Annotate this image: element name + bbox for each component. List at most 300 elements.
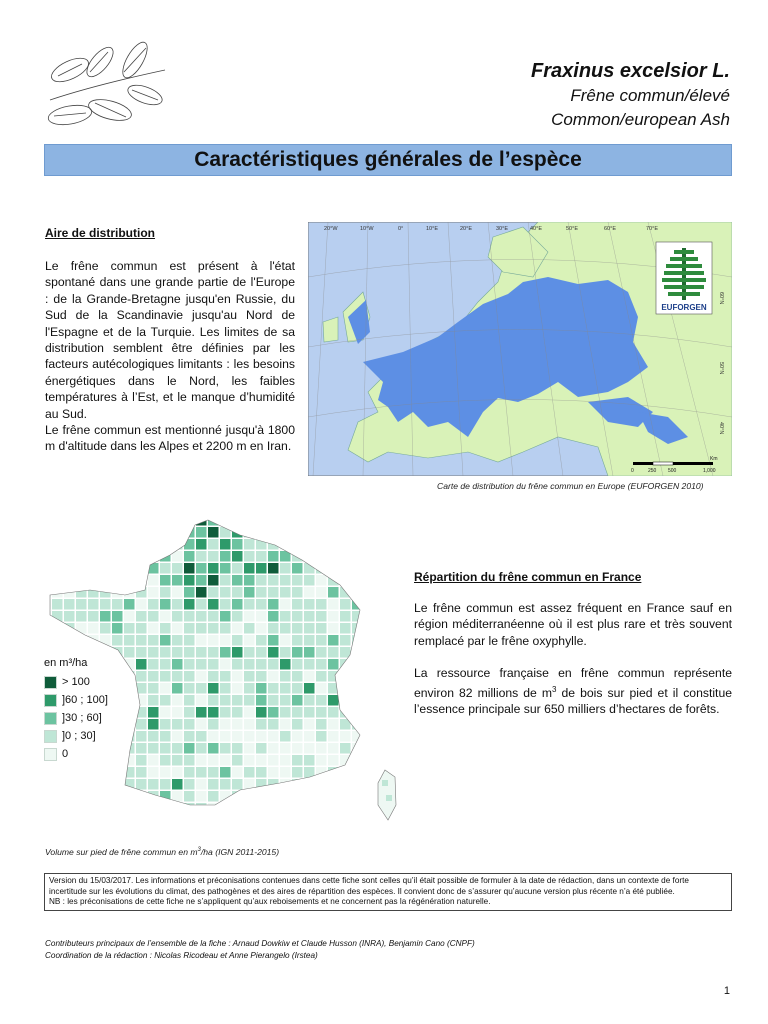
map-grid-cell (112, 575, 123, 586)
lat-label: 50°N (718, 362, 724, 375)
map-grid-cell (160, 659, 171, 670)
latin-name: Fraxinus excelsior L. (531, 60, 730, 82)
map-grid-cell (316, 719, 327, 730)
map-grid-cell (124, 743, 135, 754)
species-title-block (531, 58, 730, 132)
map-grid-cell (76, 551, 87, 562)
map-grid-cell (340, 731, 351, 742)
map-grid-cell (220, 647, 231, 658)
map-grid-cell (256, 527, 267, 538)
map-grid-cell (196, 659, 207, 670)
logo-text: EUFORGEN (661, 303, 707, 312)
page-number: 1 (723, 985, 730, 997)
map-grid-cell (316, 611, 327, 622)
map-grid-cell (232, 803, 243, 814)
map-grid-cell (76, 623, 87, 634)
map-grid-cell (208, 575, 219, 586)
map-grid-cell (268, 575, 279, 586)
map-grid-cell (64, 563, 75, 574)
map-grid-cell (292, 611, 303, 622)
map-grid-cell (244, 659, 255, 670)
distribution-paragraph-1: Le frêne commun est présent à l'état spontané dans une grande partie de l'Europe : de la Grande-Bretagne jusqu'en Russie, du Sud de la Scandinavie jusqu'au Nord de l'Espagne et de la Turquie. Les limites de sa distribution semblent être définies par les facteurs autécologiques limitants : les besoins énergétiques dans le Nord, les faibles températures à l’Est, et le manque d’humidité au Sud. (45, 259, 295, 421)
map-grid-cell (256, 551, 267, 562)
map-grid-cell (148, 731, 159, 742)
legend-label: 0 (62, 748, 69, 760)
map-grid-cell (292, 803, 303, 814)
map-grid-cell (196, 767, 207, 778)
map-grid-cell (124, 803, 135, 814)
map-grid-cell (256, 755, 267, 766)
map-grid-cell (268, 695, 279, 706)
map-grid-cell (148, 635, 159, 646)
map-grid-cell (328, 803, 339, 814)
map-grid-cell (304, 635, 315, 646)
map-grid-cell (88, 779, 99, 790)
map-grid-cell (256, 623, 267, 634)
map-grid-cell (304, 515, 315, 526)
map-grid-cell (364, 599, 375, 610)
map-grid-cell (184, 563, 195, 574)
map-grid-cell (40, 623, 51, 634)
disclaimer-note: NB : les préconisations de cette fiche ne s’appliquent qu’aux reboisements et ne concernent pas la régénération naturelle. (49, 897, 491, 907)
map-grid-cell (208, 779, 219, 790)
map-grid-cell (364, 755, 375, 766)
map-grid-cell (100, 551, 111, 562)
map-grid-cell (172, 707, 183, 718)
map-grid-cell (148, 575, 159, 586)
map-grid-cell (292, 659, 303, 670)
map-grid-cell (148, 755, 159, 766)
map-grid-cell (208, 707, 219, 718)
map-grid-cell (136, 671, 147, 682)
map-grid-cell (112, 707, 123, 718)
legend-item (44, 709, 108, 727)
map-grid-cell (220, 767, 231, 778)
map-grid-cell (124, 611, 135, 622)
map-grid-cell (280, 779, 291, 790)
map-grid-cell (64, 551, 75, 562)
map-grid-cell (52, 539, 63, 550)
map-grid-cell (256, 515, 267, 526)
map-grid-cell (328, 515, 339, 526)
map-grid-cell (136, 719, 147, 730)
map-grid-cell (208, 635, 219, 646)
map-grid-cell (232, 731, 243, 742)
map-grid-cell (232, 671, 243, 682)
map-grid-cell (364, 575, 375, 586)
map-grid-cell (100, 779, 111, 790)
map-grid-cell (208, 563, 219, 574)
map-grid-cell (364, 623, 375, 634)
map-grid-cell (124, 623, 135, 634)
map-grid-cell (256, 563, 267, 574)
map-grid-cell (220, 551, 231, 562)
map-grid-cell (112, 743, 123, 754)
map-grid-cell (76, 647, 87, 658)
map-grid-cell (76, 539, 87, 550)
map-grid-cell (112, 719, 123, 730)
map-grid-cell (100, 791, 111, 802)
map-grid-cell (148, 659, 159, 670)
map-grid-cell (196, 611, 207, 622)
map-grid-cell (352, 527, 363, 538)
map-grid-cell (340, 671, 351, 682)
map-grid-cell (328, 623, 339, 634)
map-grid-cell (124, 527, 135, 538)
map-grid-cell (364, 683, 375, 694)
map-grid-cell (136, 767, 147, 778)
map-grid-cell (76, 563, 87, 574)
map-grid-cell (76, 635, 87, 646)
map-grid-cell (136, 527, 147, 538)
map-grid-cell (352, 683, 363, 694)
map-grid-cell (88, 551, 99, 562)
map-grid-cell (304, 587, 315, 598)
legend-swatch (44, 730, 57, 743)
map-grid-cell (280, 707, 291, 718)
map-grid-cell (160, 767, 171, 778)
paragraph-text: de bois sur pied et il constitue l’essence principale sur 650 milliers d’hectares de forêts. (414, 685, 732, 717)
map-grid-cell (268, 527, 279, 538)
map-grid-cell (328, 551, 339, 562)
legend-label: ]60 ; 100] (62, 694, 108, 706)
map-grid-cell (304, 539, 315, 550)
scale-label: 1,000 (703, 468, 716, 474)
france-paragraph-1: Le frêne commun est assez fréquent en France sauf en région méditerranéenne où il est plus rare et très souvent remplacé par le frêne oxyphylle. (414, 601, 732, 648)
map-grid-cell (40, 563, 51, 574)
map-grid-cell (364, 731, 375, 742)
map-grid-cell (340, 647, 351, 658)
map-grid-cell (244, 623, 255, 634)
map-grid-cell (292, 731, 303, 742)
map-grid-cell (136, 695, 147, 706)
map-grid-cell (124, 767, 135, 778)
map-grid-cell (340, 635, 351, 646)
map-grid-cell (124, 671, 135, 682)
map-grid-cell (160, 647, 171, 658)
map-grid-cell (340, 695, 351, 706)
map-grid-cell (172, 563, 183, 574)
map-grid-cell (316, 551, 327, 562)
map-grid-cell (88, 515, 99, 526)
map-grid-cell (268, 659, 279, 670)
map-grid-cell (136, 563, 147, 574)
map-grid-cell (232, 647, 243, 658)
map-grid-cell (232, 755, 243, 766)
map-grid-cell (196, 623, 207, 634)
legend-swatch (44, 748, 57, 761)
map-grid-cell (232, 551, 243, 562)
map-grid-cell (292, 743, 303, 754)
map-grid-cell (280, 671, 291, 682)
map-grid-cell (232, 587, 243, 598)
map-grid-cell (124, 575, 135, 586)
map-grid-cell (88, 611, 99, 622)
map-grid-cell (64, 539, 75, 550)
caption-text: /ha (IGN 2011-2015) (200, 847, 280, 857)
map-grid-cell (256, 767, 267, 778)
map-grid-cell (340, 659, 351, 670)
map-grid-cell (172, 647, 183, 658)
map-grid-cell (100, 599, 111, 610)
lon-label: 30°E (496, 226, 508, 232)
map-grid-cell (232, 563, 243, 574)
map-grid-cell (304, 755, 315, 766)
map-grid-cell (340, 551, 351, 562)
map-grid-cell (148, 803, 159, 814)
distribution-heading: Aire de distribution (45, 226, 156, 240)
lon-label: 10°E (426, 226, 438, 232)
map-grid-cell (208, 587, 219, 598)
map-grid-cell (100, 575, 111, 586)
map-grid-cell (76, 587, 87, 598)
map-grid-cell (40, 803, 51, 814)
map-grid-cell (40, 779, 51, 790)
map-grid-cell (280, 539, 291, 550)
map-grid-cell (292, 695, 303, 706)
map-grid-cell (112, 647, 123, 658)
map-grid-cell (160, 671, 171, 682)
map-grid-cell (328, 611, 339, 622)
map-grid-cell (232, 683, 243, 694)
map-grid-cell (184, 647, 195, 658)
map-grid-cell (280, 611, 291, 622)
map-grid-cell (364, 515, 375, 526)
map-grid-cell (208, 671, 219, 682)
map-grid-cell (112, 779, 123, 790)
map-grid-cell (328, 539, 339, 550)
map-grid-cell (148, 671, 159, 682)
map-grid-cell (232, 767, 243, 778)
lat-label: 40°N (718, 422, 724, 435)
map-grid-cell (40, 791, 51, 802)
euforgen-logo (656, 242, 712, 314)
map-grid-cell (136, 743, 147, 754)
map-grid-cell (328, 779, 339, 790)
banner-title: Caractéristiques générales de l’espèce (194, 148, 582, 171)
map-grid-cell (196, 755, 207, 766)
map-grid-cell (64, 527, 75, 538)
lon-label: 50°E (566, 226, 578, 232)
map-grid-cell (244, 767, 255, 778)
map-grid-cell (100, 563, 111, 574)
map-grid-cell (352, 539, 363, 550)
map-grid-cell (160, 719, 171, 730)
map-grid-cell (268, 791, 279, 802)
map-grid-cell (184, 599, 195, 610)
map-grid-cell (184, 611, 195, 622)
map-grid-cell (52, 575, 63, 586)
map-grid-cell (244, 731, 255, 742)
map-grid-cell (208, 719, 219, 730)
france-map-caption (45, 847, 279, 857)
version-disclaimer-box (44, 873, 732, 911)
map-grid-cell (292, 791, 303, 802)
map-grid-cell (220, 683, 231, 694)
map-grid-cell (160, 755, 171, 766)
map-grid-cell (52, 635, 63, 646)
map-grid-cell (280, 755, 291, 766)
scale-label: 250 (648, 468, 657, 474)
map-grid-cell (124, 695, 135, 706)
map-grid-cell (124, 551, 135, 562)
map-grid-cell (328, 707, 339, 718)
map-grid-cell (196, 719, 207, 730)
map-grid-cell (52, 563, 63, 574)
map-grid-cell (316, 635, 327, 646)
map-grid-cell (40, 635, 51, 646)
lon-label: 70°E (646, 226, 658, 232)
map-grid-cell (172, 599, 183, 610)
map-grid-cell (172, 767, 183, 778)
map-grid-cell (136, 803, 147, 814)
map-grid-cell (292, 539, 303, 550)
map-grid-cell (364, 551, 375, 562)
map-legend (44, 657, 108, 763)
map-grid-cell (76, 803, 87, 814)
map-grid-cell (148, 647, 159, 658)
distribution-text (45, 258, 295, 455)
map-grid-cell (160, 683, 171, 694)
map-grid-cell (184, 779, 195, 790)
map-grid-cell (196, 791, 207, 802)
map-grid-cell (328, 791, 339, 802)
legend-item (44, 691, 108, 709)
map-grid-cell (196, 539, 207, 550)
lon-label: 10°W (360, 226, 374, 232)
map-grid-cell (316, 743, 327, 754)
map-grid-cell (64, 611, 75, 622)
map-grid-cell (196, 707, 207, 718)
map-grid-cell (268, 551, 279, 562)
map-grid-cell (40, 647, 51, 658)
map-grid-cell (364, 743, 375, 754)
map-grid-cell (172, 671, 183, 682)
map-grid-cell (64, 779, 75, 790)
legend-label: ]0 ; 30] (62, 730, 96, 742)
map-grid-cell (160, 539, 171, 550)
map-grid-cell (148, 611, 159, 622)
map-grid-cell (40, 527, 51, 538)
map-grid-cell (316, 659, 327, 670)
map-grid-cell (76, 767, 87, 778)
map-grid-cell (340, 623, 351, 634)
map-grid-cell (340, 539, 351, 550)
map-grid-cell (184, 575, 195, 586)
map-grid-cell (112, 659, 123, 670)
map-grid-cell (244, 803, 255, 814)
map-grid-cell (160, 587, 171, 598)
map-grid-cell (184, 707, 195, 718)
map-grid-cell (328, 743, 339, 754)
map-grid-cell (52, 515, 63, 526)
map-grid-cell (256, 707, 267, 718)
map-grid-cell (232, 791, 243, 802)
map-grid-cell (316, 767, 327, 778)
map-grid-cell (148, 515, 159, 526)
map-grid-cell (112, 551, 123, 562)
map-grid-cell (244, 599, 255, 610)
map-grid-cell (88, 791, 99, 802)
map-grid-cell (256, 791, 267, 802)
map-grid-cell (256, 803, 267, 814)
map-grid-cell (304, 671, 315, 682)
map-grid-cell (160, 551, 171, 562)
map-grid-cell (184, 587, 195, 598)
map-grid-cell (280, 587, 291, 598)
map-grid-cell (184, 791, 195, 802)
map-grid-cell (268, 635, 279, 646)
map-grid-cell (292, 767, 303, 778)
map-grid-cell (112, 587, 123, 598)
map-grid-cell (124, 563, 135, 574)
legend-item (44, 727, 108, 745)
map-grid-cell (280, 767, 291, 778)
map-grid-cell (148, 551, 159, 562)
map-grid-cell (220, 599, 231, 610)
map-grid-cell (88, 647, 99, 658)
french-name: Frêne commun/élevé (570, 86, 730, 105)
map-grid-cell (64, 575, 75, 586)
map-grid-cell (280, 803, 291, 814)
map-grid-cell (292, 671, 303, 682)
map-grid-cell (244, 635, 255, 646)
map-grid-cell (208, 599, 219, 610)
map-grid-cell (160, 623, 171, 634)
map-grid-cell (208, 539, 219, 550)
lon-label: 0° (398, 226, 404, 232)
map-grid-cell (124, 635, 135, 646)
disclaimer-text: Version du 15/03/2017. Les informations et préconisations contenues dans cette fiche sont celles qu’il était possible de formuler à la date de rédaction, dans un contexte de forte incertitude sur les évolutions du climat, des pathogènes et des aires de répartition des espèces. Il convient donc de s’assurer qu’aucune version plus récente n’a été publiée. (49, 876, 689, 896)
map-grid-cell (184, 659, 195, 670)
map-grid-cell (328, 731, 339, 742)
map-grid-cell (88, 767, 99, 778)
map-grid-cell (124, 539, 135, 550)
map-grid-cell (52, 767, 63, 778)
map-grid-cell (352, 647, 363, 658)
map-grid-cell (196, 647, 207, 658)
map-grid-cell (244, 719, 255, 730)
map-grid-cell (316, 647, 327, 658)
caption-text: Volume sur pied de frêne commun en m (45, 847, 198, 857)
map-grid-cell (268, 611, 279, 622)
map-grid-cell (220, 659, 231, 670)
map-grid-cell (148, 587, 159, 598)
map-grid-cell (100, 539, 111, 550)
map-grid-cell (136, 587, 147, 598)
map-grid-cell (112, 515, 123, 526)
map-grid-cell (292, 551, 303, 562)
map-grid-cell (220, 539, 231, 550)
map-grid-cell (184, 719, 195, 730)
map-grid-cell (184, 743, 195, 754)
europe-map-caption: Carte de distribution du frêne commun en Europe (EUFORGEN 2010) (437, 481, 704, 491)
map-grid-cell (124, 707, 135, 718)
map-grid-cell (280, 599, 291, 610)
map-grid-cell (256, 659, 267, 670)
map-grid-cell (160, 743, 171, 754)
map-grid-cell (328, 647, 339, 658)
map-grid-cell (256, 779, 267, 790)
legend-swatch (44, 694, 57, 707)
map-grid-cell (40, 551, 51, 562)
map-grid-cell (304, 575, 315, 586)
map-grid-cell (340, 791, 351, 802)
map-grid-cell (328, 755, 339, 766)
map-grid-cell (184, 515, 195, 526)
legend-swatch (44, 676, 57, 689)
distribution-paragraph-2: Le frêne commun est mentionné jusqu'à 1800 m d'altitude dans les Alpes et 2200 m en Iran. (45, 423, 295, 454)
